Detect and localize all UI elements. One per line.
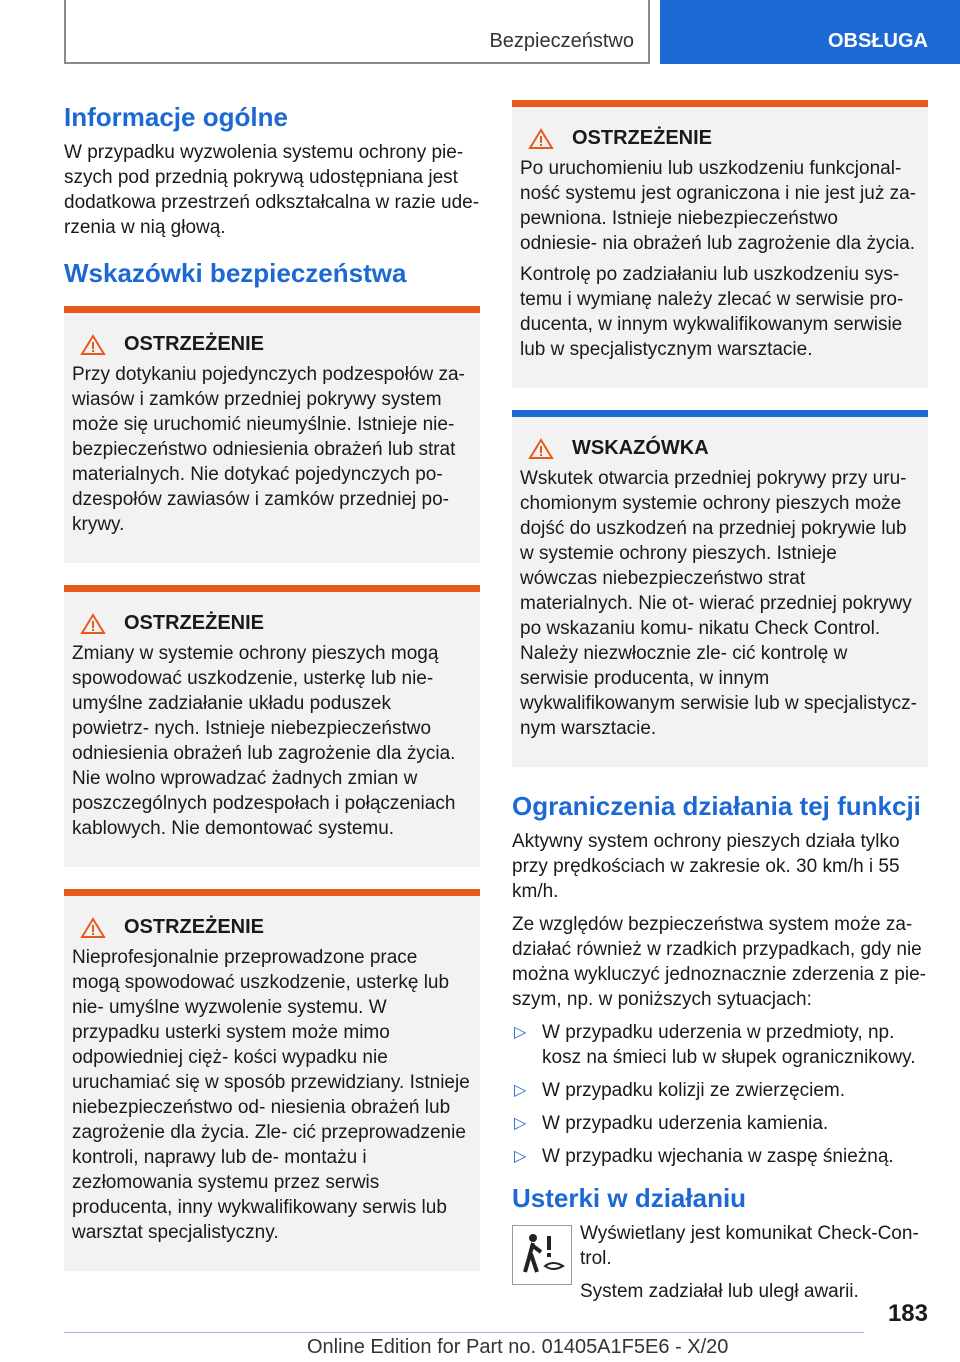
warning-title	[72, 896, 470, 945]
warning-box	[64, 889, 480, 1271]
warning-title-text: OSTRZEŻENIE	[124, 612, 265, 634]
note-box	[512, 410, 928, 767]
warning-title-text: OSTRZEŻENIE	[572, 127, 713, 149]
list-item-text: W przypadku uderzenia kamienia.	[542, 1113, 829, 1134]
list-item	[512, 1111, 928, 1136]
warning-text: Przy dotykaniu pojedynczych podzespołów za‐ wiasów i zamków przedniej pokrywy system może się uruchomić nieumyślnie. Istnieje nie‐ bezpieczeństwo odniesienia obrażeń lub strat materialnych. Nie dotykać pojedynczych po‐ dzespołów zawiasów i zamków przedniej po‐ krywy.	[72, 364, 465, 535]
note-title-text: WSKAZÓWKA	[572, 437, 709, 459]
left-column	[64, 100, 480, 1293]
warning-triangle-icon	[528, 438, 554, 460]
note-title	[520, 417, 918, 466]
triangle-bullet-icon: ▷	[514, 1024, 527, 1041]
paragraph-general-info: W przypadku wyzwolenia systemu ochrony pie‐ szych pod przednią pokrywą udostępniana jest dodatkowa przestrzeń odkształcalna w razie ude‐ rzenia w nią głową.	[64, 142, 480, 238]
warning-box	[512, 100, 928, 388]
footer-edition: Online Edition for Part no. 01405A1F5E6 - X/20	[307, 1336, 729, 1358]
warning-title	[520, 107, 918, 156]
warning-title	[72, 592, 470, 641]
warning-title	[72, 313, 470, 362]
fault-message	[512, 1221, 928, 1312]
header-chapter-tab[interactable]: OBSŁUGA	[660, 0, 960, 64]
fault-text: System zadziałał lub uległ awarii.	[580, 1281, 859, 1302]
heading-general-info: Informacje ogólne	[64, 102, 288, 132]
heading-safety: Wskazówki bezpieczeństwa	[64, 258, 407, 288]
list-item	[512, 1078, 928, 1103]
warning-text: Kontrolę po zadziałaniu lub uszkodzeniu sys‐ temu i wymianę należy zlecać w serwisie pro‐ ducenta, w innym wykwalifikowanym serwisie lub w specjalistycznym warsztacie.	[520, 264, 904, 360]
footer-divider	[64, 1332, 864, 1333]
paragraph-limits: Ze względów bezpieczeństwa system może za‐ działać również w rzadkich przypadkach, gdy nie można wykluczyć jednoznacznie zderzenia z pie‐ szym, np. w poniższych sytuacjach:	[512, 914, 926, 1010]
warning-text: Po uruchomieniu lub uszkodzeniu funkcjonal‐ ność systemu jest ograniczona i nie jest już za‐ pewniona. Istnieje niebezpieczeństwo odniesie‐ nia obrażeń lub zagrożenie dla życia.	[520, 158, 917, 254]
list-item	[512, 1144, 928, 1169]
fault-text-block	[580, 1221, 928, 1312]
heading-limits: Ograniczenia działania tej funkcji	[512, 791, 921, 821]
warning-triangle-icon	[80, 917, 106, 939]
fault-text: Wyświetlany jest komunikat Check-Con‐ trol.	[580, 1223, 919, 1269]
warning-text: Nieprofesjonalnie przeprowadzone prace mogą spowodować uszkodzenie, usterkę lub nie‐ umyślne wyzwolenie systemu. W przypadku usterki system może mimo odpowiedniej cięż‐ kości wypadku nie uruchamiać się w sposób przewidziany. Istnieje niebezpieczeństwo od‐ niesienia obrażeń lub zagrożenie dla życia. Zle‐ cić przeprowadzenie kontroli, naprawy lub de‐ montażu i zezłomowania systemu przez serwis producenta, inny wykwalifikowany serwis lub warsztat specjalistyczny.	[72, 947, 470, 1243]
triangle-bullet-icon: ▷	[514, 1115, 527, 1132]
warning-text: Zmiany w systemie ochrony pieszych mogą spowodować uszkodzenie, usterkę lub nie‐ umyślne zadziałanie układu poduszek powietrz‐ nych. Istnieje niebezpieczeństwo odniesienia obrażeń lub zagrożenie dla życia. Nie wolno wprowadzać żadnych zmian w poszczególnych podzespołach i połączeniach kablowych. Nie demontować systemu.	[72, 643, 456, 839]
warning-triangle-icon	[528, 128, 554, 150]
page-number: 183	[887, 1300, 928, 1327]
list-item-text: W przypadku wjechania w zaspę śnieżną.	[542, 1146, 894, 1167]
header-section-title: Bezpieczeństwo	[489, 30, 634, 52]
warning-triangle-icon	[80, 613, 106, 635]
list-item-text: W przypadku kolizji ze zwierzęciem.	[542, 1080, 846, 1101]
note-text: Wskutek otwarcia przedniej pokrywy przy uru‐ chomionym systemie ochrony pieszych może dojść do uszkodzeń na przedniej pokrywie lub w systemie ochrony pieszych. Istnieje wówczas niebezpieczeństwo strat materialnych. Nie ot‐ wierać przedniej pokrywy po wskazaniu komu‐ nikatu Check Control. Należy niezwłocznie zle‐ cić kontrolę w serwisie producenta, w innym wykwalifikowanym serwisie lub w specjalistycz‐ nym warsztacie.	[520, 468, 917, 739]
list-item-text: W przypadku uderzenia w przedmioty, np. kosz na śmieci lub w słupek ogranicznikowy.	[542, 1022, 916, 1068]
right-column	[512, 100, 928, 1312]
triangle-bullet-icon: ▷	[514, 1148, 527, 1165]
situations-list	[512, 1020, 928, 1169]
warning-box	[64, 585, 480, 867]
warning-title-text: OSTRZEŻENIE	[124, 333, 265, 355]
list-item	[512, 1020, 928, 1070]
heading-fault: Usterki w działaniu	[512, 1183, 747, 1213]
warning-box	[64, 306, 480, 563]
triangle-bullet-icon: ▷	[514, 1082, 527, 1099]
pedestrian-protection-icon	[512, 1225, 572, 1285]
paragraph-limits: Aktywny system ochrony pieszych działa tylko przy prędkościach w zakresie ok. 30 km/h i 55 km/h.	[512, 831, 900, 902]
warning-triangle-icon	[80, 334, 106, 356]
header-section-frame	[64, 0, 650, 64]
warning-title-text: OSTRZEŻENIE	[124, 916, 265, 938]
